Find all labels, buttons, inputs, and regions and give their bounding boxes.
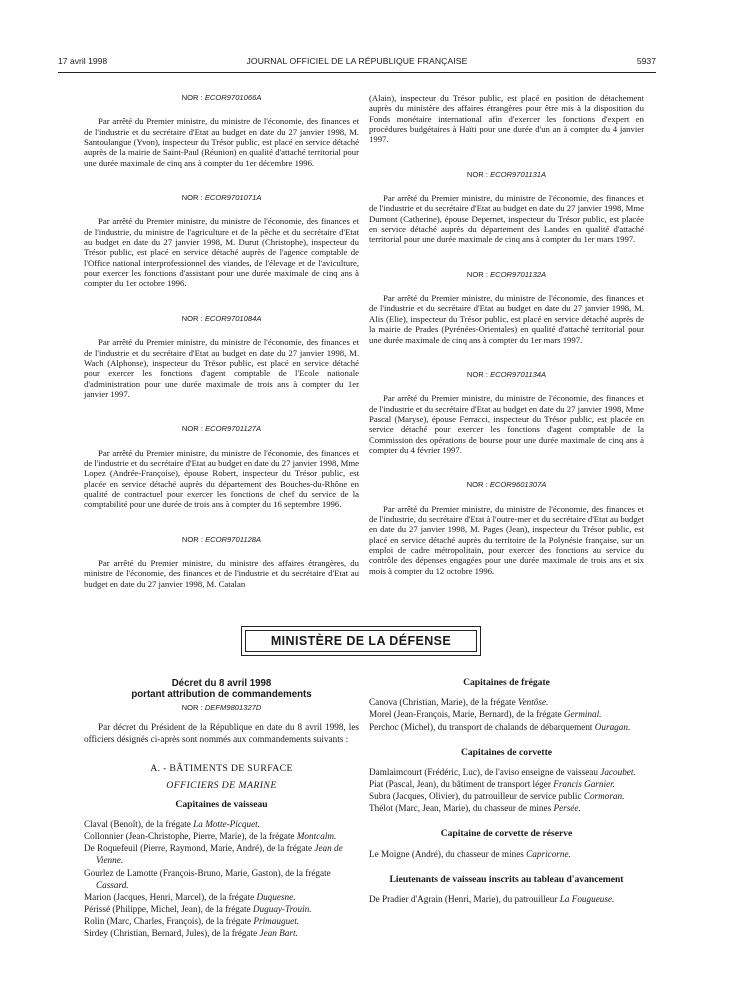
nor-reference: NOR : ECOR9701071A (181, 193, 262, 203)
arrete-paragraph: Par arrêté du Premier ministre, du ministre des affaires étrangères, du ministre de l'économie, des finances et de l'industrie et du secrétaire d'Etat au budget en date du 27 janvier 1998, M. Catalan (84, 557, 359, 589)
appointment-entry: Gourlez de Lamotte (François-Bruno, Marie, Gaston), de la frégate Cassard. (84, 867, 331, 890)
journal-title: JOURNAL OFFICIEL DE LA RÉPUBLIQUE FRANÇAISE (246, 56, 468, 66)
appointment-entry: Piat (Pascal, Jean), du bâtiment de transport léger Francis Garnier. (369, 779, 615, 790)
section-heading: A. - BÂTIMENTS DE SURFACE (150, 763, 293, 775)
arrete-paragraph: Par arrêté du Premier ministre, du ministre de l'économie, des finances et de l'industrie et du secrétaire d'Etat au budget en date du 27 janvier 1998, M. Santoulangue (Yvon), inspecteur du Trésor public, est placé en service détaché auprès de la mairie de Saint-Paul (Réunion) en qualité d'attaché territorial pour une durée maximale de cinq ans à compter du 1er décembre 1996. (84, 116, 359, 168)
arrete-continuation: (Alain), inspecteur du Trésor public, est placé en position de détachement auprès du ministère des affaires étrangères pour être mis à la disposition du Fonds monétaire international afin d'exercer les fonctions d'expert en procédures budgétaires à Haïti pour une durée d'un an à compter du 4 janvier 1997. (369, 93, 644, 145)
appointment-entry: Perchoc (Michel), du transport de chalands de débarquement Ouragan. (369, 721, 631, 732)
page-number: 5937 (636, 56, 656, 66)
arrete-paragraph: Par arrêté du Premier ministre, du ministre de l'économie, des finances et de l'industrie, du ministre de l'agriculture et de la pêche et du secrétaire d'Etat au budget en date du 27 janvier 1998, M. Durut (Christophe), inspecteur du Trésor public, est placé en service détaché auprès de l'agence comptable de l'Office national interprofessionnel des viandes, de l'élevage et de l'aviculture, pour exercer les fonctions d'assistant pour une durée maximale de cinq ans à compter du 1er octobre 1996. (84, 216, 359, 289)
header-date: 17 avril 1998 (58, 56, 108, 66)
nor-reference: NOR : ECOR9701084A (181, 313, 262, 323)
appointment-entry: Thélot (Marc, Jean, Marie), du chasseur de mines Persée. (369, 803, 581, 814)
ministry-heading-box (241, 626, 481, 656)
ministry-heading: MINISTÈRE DE LA DÉFENSE (245, 630, 477, 652)
decree-nor: NOR : DEFM9801327D (181, 702, 262, 712)
rank-heading-vaisseau: Capitaines de vaisseau (175, 798, 268, 810)
nor-reference: NOR : ECOR9701127A (181, 424, 262, 434)
appointment-entry: Morel (Jean-François, Marie, Bernard), de la frégate Germinal. (369, 709, 602, 720)
rank-heading-corvette: Capitaines de corvette (460, 746, 553, 758)
arrete-paragraph: Par arrêté du Premier ministre, du ministre de l'économie, des finances et de l'industrie et du secrétaire d'Etat au budget en date du 27 janvier 1998, M. Alis (Elie), inspecteur du Trésor public, est placé en service détaché auprès de la mairie de Prades (Pyrénées-Orientales) en qualité d'attaché territorial pour une durée maximale de cinq ans à compter du 1er mars 1997. (369, 293, 644, 345)
arrete-paragraph: Par arrêté du Premier ministre, du ministre de l'économie, des finances et de l'industrie et du secrétaire d'Etat au budget en date du 27 janvier 1998, Mme Dumont (Catherine), épouse Depernet, inspecteur du Trésor public, est placée en service détaché auprès du département des Landes en qualité d'attaché territorial pour une durée maximale de cinq ans à compter du 1er mars 1997. (369, 193, 645, 245)
rank-heading-corvette-reserve: Capitaine de corvette de réserve (440, 828, 573, 840)
arrete-paragraph: Par arrêté du Premier ministre, du ministre de l'économie, des finances et de l'industrie et du secrétaire d'Etat au budget en date du 27 janvier 1998, M. Wach (Alphonse), inspecteur du Trésor public, est placé en service détaché pour exercer les fonctions d'agent comptable de l'Ecole nationale d'administration pour une durée maximale de trois ans à compter du 1er janvier 1997. (84, 337, 359, 399)
appointment-entry: De Pradier d'Agrain (Henri, Marie), du patrouilleur La Fougueuse. (369, 894, 615, 905)
arrete-paragraph: Par arrêté du Premier ministre, du ministre de l'économie, des finances et de l'industrie, du secrétaire d'Etat à l'outre-mer et du secrétaire d'Etat au budget en date du 27 janvier 1998, M. Pages (Jean), inspecteur du Trésor public, est placé en service détaché auprès du territoire de la Polynésie française, sur un emploi de cadre métropolitain, pour exercer des fonctions au service du contrôle des dépenses engagées pour une durée maximale de trois ans et six mois à compter du 12 octobre 1996. (369, 503, 644, 576)
appointment-entry: Rolin (Marc, Charles, François), de la frégate Primauguet. (84, 915, 300, 926)
decree-title-line1: Décret du 8 avril 1998 (171, 678, 272, 689)
rank-heading-lieutenants: Lieutenants de vaisseau inscrits au tableau d'avancement (389, 873, 624, 885)
appointment-entry: Subra (Jacques, Olivier), du patrouilleur de service public Cormoran. (369, 791, 625, 802)
arrete-paragraph: Par arrêté du Premier ministre, du ministre de l'économie, des finances et de l'industrie et du secrétaire d'Etat au budget en date du 27 janvier 1998, Mme Pascal (Maryse), épouse Ferracci, inspecteur du Trésor public, est placée en service détaché pour exercer les fonctions d'agent comptable de la Commission des opérations de bourse pour une durée maximale de cinq ans à compter du 4 février 1997. (369, 393, 645, 455)
appointment-entry: Damlaimcourt (Frédéric, Luc), de l'aviso enseigne de vaisseau Jacoubet. (369, 766, 636, 777)
appointment-entry: Collonnier (Jean-Christophe, Pierre, Marie), de la frégate Montcalm. (84, 831, 337, 842)
arrete-paragraph: Par arrêté du Premier ministre, du ministre de l'économie, des finances et de l'industrie et du secrétaire d'Etat au budget en date du 27 janvier 1998, Mme Lopez (Andrée-Françoise), épouse Robert, inspecteur du Trésor public, est placée en service détaché auprès du département des Bouches-du-Rhône en qualité de contractuel pour exercer les fonctions de chef du service de la comptabilité pour une durée de trois ans à compter du 16 septembre 1996. (84, 447, 360, 510)
top-left-column (84, 93, 359, 589)
appointment-entry: Marion (Jacques, Henri, Marcel), de la frégate Duquesne. (84, 891, 296, 902)
top-right-column (369, 93, 644, 576)
decree-left-column (84, 678, 359, 939)
nor-reference: NOR : ECOR9601307A (466, 480, 547, 490)
nor-reference: NOR : ECOR9701066A (181, 93, 262, 102)
decree-right-column (369, 678, 644, 905)
nor-reference: NOR : ECOR9701132A (466, 269, 547, 279)
appointment-entry: Le Moigne (André), du chasseur de mines Capricorne. (369, 848, 571, 859)
nor-reference: NOR : ECOR9701128A (181, 534, 262, 544)
rank-heading-fregate: Capitaines de frégate (463, 677, 550, 688)
page-header (58, 56, 656, 70)
appointment-entry: De Roquefeuil (Pierre, Raymond, Marie, André), de la frégate Jean de Vienne. (84, 843, 343, 866)
appointment-entry: Canova (Christian, Marie), de la frégate Ventôse. (369, 697, 549, 708)
nor-reference: NOR : ECOR9701134A (466, 369, 547, 379)
decree-title-line2: portant attribution de commandements (131, 689, 312, 701)
appointment-entry: Claval (Benoît), de la frégate La Motte-Picquet. (84, 819, 261, 830)
subsection-heading: OFFICIERS DE MARINE (166, 780, 277, 792)
appointment-entry: Périssé (Philippe, Michel, Jean), de la frégate Duguay-Trouin. (84, 903, 312, 914)
appointment-entry: Sirdey (Christian, Bernard, Jules), de la frégate Jean Bart. (84, 928, 298, 938)
nor-reference: NOR : ECOR9701131A (466, 169, 547, 179)
decree-intro: Par décret du Président de la République en date du 8 avril 1998, les officiers désignés ci-après sont nommés aux commandements suivants : (84, 721, 359, 744)
header-rule (58, 72, 656, 73)
